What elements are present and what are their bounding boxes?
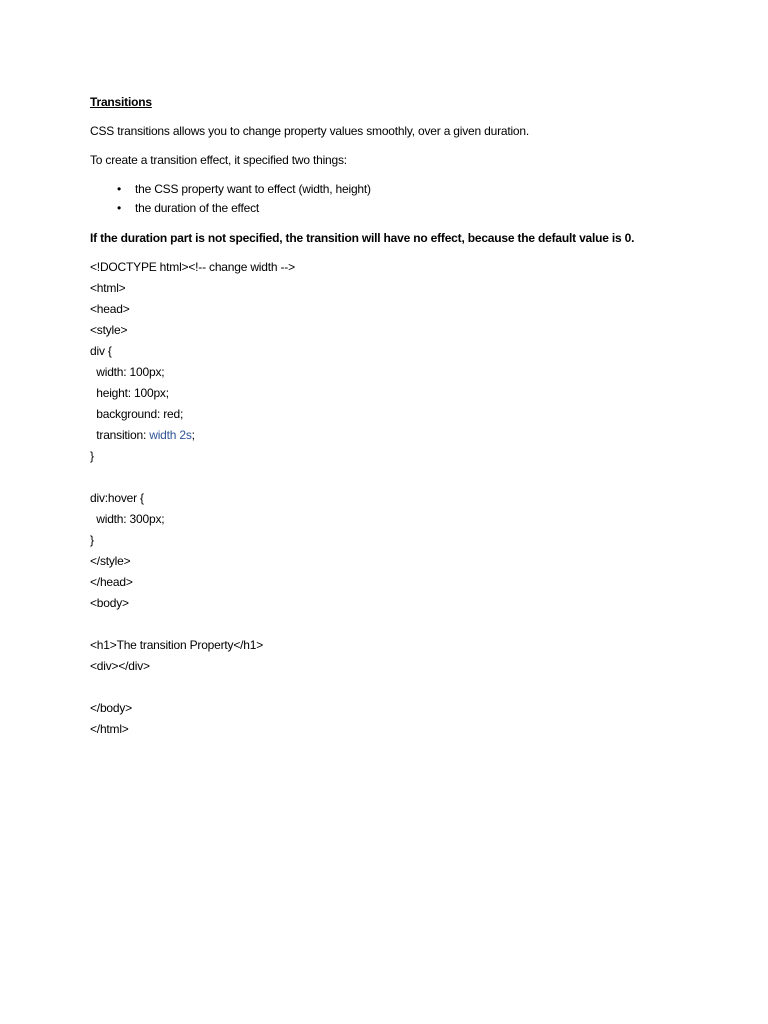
code-line: background: red; [90, 407, 184, 421]
document-heading: Transitions [90, 95, 152, 109]
code-transition-suffix: ; [191, 428, 195, 442]
code-line: </html> [90, 722, 129, 736]
code-line: height: 100px; [90, 386, 169, 400]
code-blank-line [90, 679, 730, 700]
list-item [90, 200, 730, 219]
code-line: div { [90, 344, 112, 358]
document-content [90, 94, 730, 742]
list-item-text: the duration of the effect [135, 201, 260, 215]
code-line: width: 100px; [90, 365, 165, 379]
requirements-paragraph: To create a transition effect, it specified two things: [90, 153, 347, 167]
code-line: <body> [90, 596, 129, 610]
code-line: width: 300px; [90, 512, 165, 526]
duration-note: If the duration part is not specified, the transition will have no effect, because the default value is 0. [90, 231, 635, 245]
code-line: </head> [90, 575, 133, 589]
code-blank-line [90, 616, 730, 637]
code-line-transition [90, 427, 730, 448]
requirements-list [90, 181, 730, 219]
code-line: <style> [90, 323, 128, 337]
code-line: <html> [90, 281, 126, 295]
code-sample [90, 259, 730, 742]
code-line: div:hover { [90, 491, 144, 505]
code-line: <h1>The transition Property</h1> [90, 638, 264, 652]
code-line: <div></div> [90, 659, 150, 673]
bullet-icon: • [116, 182, 121, 196]
bullet-icon: • [116, 201, 121, 215]
list-item [90, 181, 730, 200]
code-transition-value: width 2s [149, 428, 192, 442]
code-blank-line [90, 469, 730, 490]
list-item-text: the CSS property want to effect (width, height) [135, 182, 371, 196]
code-line: } [90, 449, 94, 463]
code-line: <!DOCTYPE html><!-- change width --> [90, 260, 295, 274]
code-line: </style> [90, 554, 131, 568]
code-transition-prefix: transition: [90, 428, 150, 442]
code-line: </body> [90, 701, 132, 715]
code-line: <head> [90, 302, 130, 316]
code-line: } [90, 533, 94, 547]
intro-paragraph: CSS transitions allows you to change property values smoothly, over a given duration. [90, 124, 530, 138]
